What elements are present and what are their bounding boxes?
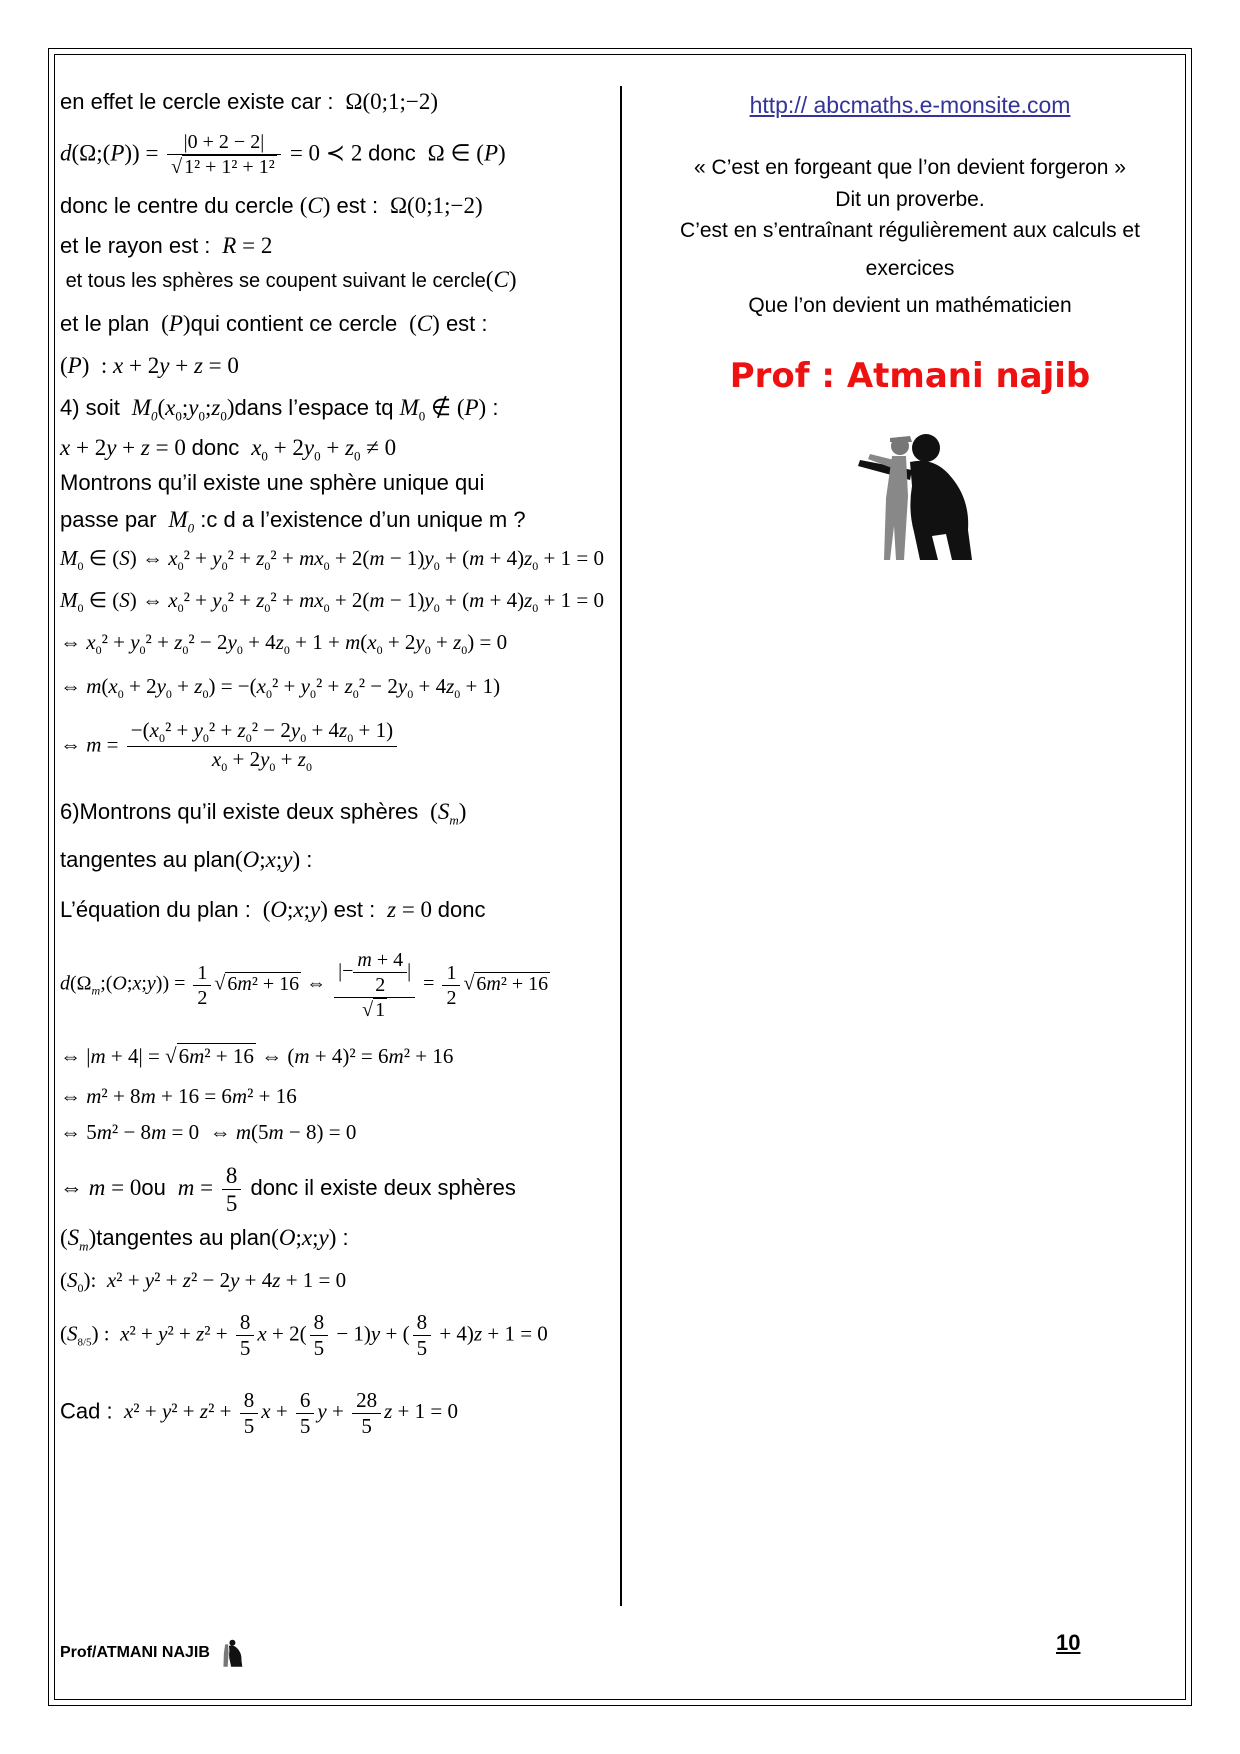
line-condition: x + 2y + z = 0 donc $x_0 + 2y_0 + z_0 \ne 0$: [60, 435, 397, 464]
eq-factor-m: ⇔ $x_0^2 + y_0^2 + z_0^2 - 2y_0 + 4z_0 + 1 + m(x_0 + 2y_0 + z_0) = 0$: [60, 630, 508, 658]
line-point-m0: 4) soit $M_0(x_0;y_0;z_0)dans$ l’espace tq $M_0$ ∉ (P) :: [60, 395, 499, 424]
line-plane-oxy: L’équation du plan : (O;x;y) est : z = 0 donc: [60, 897, 486, 922]
quote-line-1: « C’est en forgeant que l’on devient forgeron »: [694, 156, 1126, 179]
eq-m-value: ⇔ m = $\frac{-(x_0^2 + y_0^2 + z_0^2 - 2y_0 + 4z_0 + 1)}{x_0 + 2y_0 + z_0}$: [60, 720, 610, 800]
line-part6: 6)Montrons qu’il existe deux sphères $(S_m)$: [60, 799, 467, 828]
eq-s0: $(S_0)$: x² + y² + z² − 2y + 4z + 1 = 0: [60, 1268, 347, 1296]
eq-belongs-1: $M_0$ ∈ (S) ⇔ $x_0^2 + y_0^2 + z_0^2 + mx_0 + 2(m - 1)y_0 + (m + 4)z_0 + 1 = 0$: [60, 546, 604, 574]
left-column: [60, 90, 610, 1460]
column-divider: [620, 86, 622, 1606]
eq-quadratic: ⇔ 5m² − 8m = 0 ⇔ m(5m − 8) = 0: [60, 1120, 357, 1144]
website-link[interactable]: http:// abcmaths.e-monsite.com: [749, 92, 1071, 118]
line-cad: Cad : x² + y² + z² + $\frac{8}{5}$ x + $\frac{6}{5}$ y + $\frac{28}{5}$ z + 1 = 0: [60, 1388, 458, 1438]
quote-line-4: exercices: [865, 256, 955, 280]
quote-line-5: Que l’on devient un mathématicien: [748, 294, 1072, 317]
line-tangent-plane: tangentes au plan(O;x;y) :: [60, 847, 313, 872]
eq-s85: $(S_{8/5})$ : x² + y² + z² + $\frac{8}{5}$ x + 2( $\frac{8}{5}$ − 1)y + ( $\frac{8}{5}$ + 4)z + 1 = 0: [60, 1310, 548, 1360]
eq-distance-oxy: $d(\Omega_m;(O;x;y))$ = $\frac{1}{2}$ √ 6m² + 16 ⇔ |− $\frac{m + 4}{2}$ | √ 1 = $\frac{1}{2}$ √ 6m² + 16: [60, 949, 549, 1021]
right-column: [630, 90, 1190, 571]
line-solutions: ⇔ m = 0ou m = $\frac{8}{5}$ donc il existe deux sphères: [60, 1163, 516, 1216]
line-plane-contains: et le plan (P)qui contient ce cercle (C) est :: [60, 311, 488, 336]
line-passes-through: passe par $M_0$ :c d a l’existence d’un unique m ?: [60, 507, 526, 536]
line-radius: et le rayon est : R = 2: [60, 233, 273, 258]
line-plane-equation: (P) : x + 2y + z = 0: [60, 353, 239, 378]
eq-abs: ⇔ |m + 4| = √6m² + 16 ⇔ (m + 4)² = 6m² + 16: [60, 1044, 454, 1068]
author-title: Prof : Atmani najib: [729, 355, 1091, 396]
eq-expand: ⇔ m² + 8m + 16 = 6m² + 16: [60, 1084, 297, 1108]
footer-silhouette-icon: [214, 1638, 244, 1668]
line-tangent-plane-2: $(S_m)tangentes$ au plan(O;x;y) :: [60, 1225, 349, 1254]
line-spheres-cut: et tous les sphères se coupent suivant le cercle(C): [65, 267, 517, 292]
quote-line-3: C’est en s’entraînant régulièrement aux calculs et: [680, 219, 1140, 242]
footer-author: Prof/ATMANI NAJIB: [60, 1638, 244, 1668]
line-distance: d(Ω;(P)) = $\frac{|0 + 2 - 2|}{\text{√ 1² + 1² + 1²}}$ = 0 ≺ 2 donc Ω ∈ (P): [60, 131, 506, 178]
eq-isolate-m: ⇔ $m(x_0 + 2y_0 + z_0) = -(x_0^2 + y_0^2 + z_0^2 - 2y_0 + 4z_0 + 1)$: [60, 674, 501, 702]
line-center: donc le centre du cercle (C) est : Ω(0;1;−2): [60, 193, 483, 218]
quote-block: [630, 152, 1190, 322]
eq-belongs-2: $M_0$ ∈ (S) ⇔ $x_0^2 + y_0^2 + z_0^2 + mx_0 + 2(m - 1)y_0 + (m + 4)z_0 + 1 = 0$: [60, 588, 604, 616]
line-circle-exists: en effet le cercle existe car : Ω(0;1;−2): [60, 89, 439, 114]
line-show-unique: Montrons qu’il existe une sphère unique qui: [60, 470, 485, 495]
quote-line-2: Dit un proverbe.: [835, 187, 985, 211]
father-son-silhouette-icon: [630, 426, 1190, 571]
page-number: 10: [1056, 1630, 1081, 1655]
